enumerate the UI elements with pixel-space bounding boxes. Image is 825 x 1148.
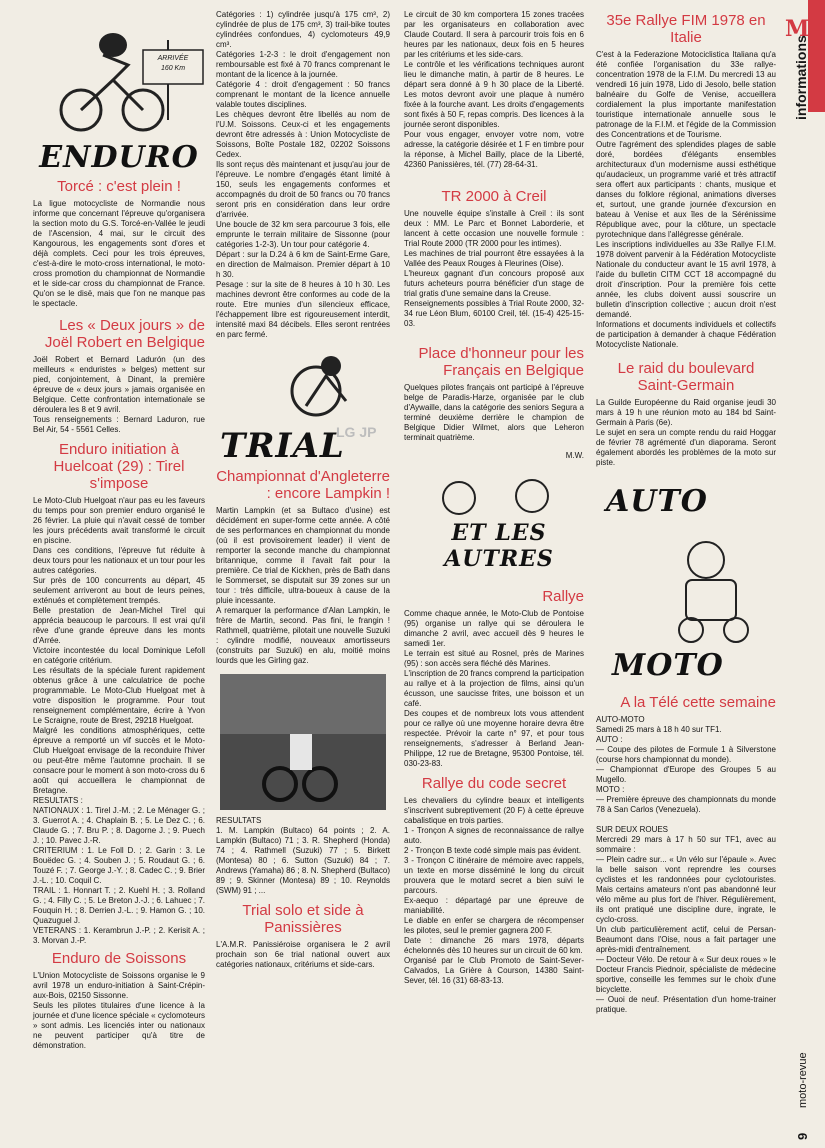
tr2000-body: Une nouvelle équipe s'installe à Creil : ils sont deux : MM. Le Parc et Bonnet Laborderie, et lancent à cette occasion une nouvelle formule : Trial Route 2000 (TR 2000 pour les intimes). Les machines de trial pourront être essayées à la Vallée des Peaux Rouges à Fleurines (Oise). L'heureux gagnant d'un concours proposé aux futurs acheteurs pourra bénéficier d'un stage de trial gratis d'une semaine dans la Creuse. Renseignements possibles à Trial Route 2000, 32-34 rue Léon Blum, 60100 Creil, tél. (15-4) 425-15-03. (404, 209, 584, 328)
code-secret-title: Rallye du code secret (421, 775, 567, 792)
column-4 (596, 10, 776, 1015)
panissieres-body: L'A.M.R. Panissiéroise organisera le 2 avril prochain son 6e trial national ouvert aux catégories nationaux, critériums et side-cars. (216, 940, 390, 969)
column-3 (404, 10, 584, 986)
fim-body: C'est à la Federazione Motociclistica Italiana qu'a été confiée l'organisation du 33e rallye-concentration 1978 de la F.I.M. Du mercredi 13 au vendredi 16 juin 1978, Lido di Jesolo, belle station balnéaire du Golfe de Venise, accueillera cordialement la plus importante manifestation touristique internationale annuelle sous le patronage de la F.I.M. et l'égide de la Commission des Concentrations et de Tourisme. Outre l'agrément des splendides plages de sable doré, bordées d'élégants ensembles architecturaux d'un modernisme aussi esthétique qu'audacieux, un programme varié et très attractif sera offert aux participants : chants, musique et danses du folklore régional, animations diverses et, surtout, une grande journée d'excursion en bateau à Venise et aux îles de la Sérénissime République avec, pour la clôture, un spectacle pyrotechnique dans l'allégresse générale. Les inscriptions individuelles au 33e Rallye F.I.M. 1978 doivent parvenir à la Fédération Motocycliste Nationale du conducteur avant le 15 avril 1978, à l'aide du bulletin CITM CCT 18 accompagné du droit d'inscription. Pour la première fois cette année, les clubs doivent aussi souscrire un bulletin d'inscription collective ; aucun droit n'est demandé. Informations et documents individuels et collectifs de participation à demander à chaque Fédération Motocycliste Nationale. (596, 50, 776, 349)
trial-illustration (216, 346, 390, 466)
column-2 (216, 10, 390, 970)
column-1 (33, 10, 205, 1051)
huelcoat-body: Le Moto-Club Huelgoat n'aur pas eu les faveurs du temps pour son premier enduro organisé le 26 février. La pluie qui n'avait cessé de tomber les jours précédents avait transformé le circuit en piscine. Dans ces conditions, l'épreuve fut réduite à deux tours pour les nationaux et un tour pour les autres catégories. Sur près de 100 concurrents au départ, 45 seulement arriveront au bout de leurs peines, exténués et complètement trempés. Belle prestation de Jean-Michel Tirel qui apprécia beaucoup le parcours. Il est vrai qu'il rêve d'une grande épreuve dans les monts d'Arrée. Victoire incontestée du local Dominique Lefoll en catégorie critérium. Les résultats de la spéciale furent rapidement obtenus grâce à une calculatrice de poche programmable. Le Moto-Club Huelgoat met à votre disposition le programme. Pour tout renseignement complémentaire, écrire à Yvon Le Scraigne, route de Brest, 29218 Huelgoat. Malgré les conditions atmosphériques, cette épreuve a remporté un vif succès et le Moto-Club Huelgoat envisage de la reconduire l'hiver ou peut-être même l'automne prochain. Il se consacre pour le moment à son moto-cross du 6 août qui accueillera le championnat de Bretagne. RESULTATS : NATIONAUX : 1. Tirel J.-M. ; 2. Le Ménager G. ; 3. Guerrot A. ; 4. Chaplain B. ; 5. Le Dez C. ; 6. Claude G. ; 7. Bru P. ; 8. Dagorne J. ; 9. Puech J. ; 10. Pavec J.-R. CRITERIUM : 1. Le Foll D. ; 2. Garin : 3. Le Bouëdec G. ; 4. Souben J. ; 5. Roudaut G. ; 6. Touzé F. ; 7. George J.-Y. ; 8. Cadec C. ; 9. Brier J.-L. ; 10. Coquil C. TRAIL : 1. Honnart T. ; 2. Kuehl H. ; 3. Rolland G. ; 4. Filly C. ; 5. Le Breton J.-J. ; 6. Lahuec ; 7. Fouquin H. ; 8. Derrien J.-L. ; 9. Hamon G. ; 10. Quazuguel J. VETERANS : 1. Kerambrun J.-P. ; 2. Kerisit A. ; 3. Morvan J.-P. (33, 496, 205, 945)
soissons-body: L'Union Motocycliste de Soissons organise le 9 avril 1978 un enduro-initiation à Saint-Crépin-aux-Bois, 02150 Sissonne. Seuls les pilotes titulaires d'une licence à la journée et d'une licence spéciale « cyclomoteurs » sont admis. Les licenciés inter ou nationaux ne peuvent participer qu'à titre de démonstration. (33, 971, 205, 1050)
fim-title: 35e Rallye FIM 1978 en Italie (606, 12, 766, 46)
code-secret-body: Les chevaliers du cylindre beaux et intelligents s'inscrivent subreptivement (20 F) à cette épreuve cabalistique en trois parties. 1 - Tronçon A signes de reconnaissance de rallye auto. 2 - Tronçon B texte codé simple mais pas évident. 3 - Tronçon C itinéraire de mémoire avec rappels, un texte en morse disséminé le long du circuit prouvera que le motard secret a bien suivi le parcours. Ex-aequo : départagé par une épreuve de maniabilité. Le diable en enfer se chargera de récompenser les pilotes, seul le premier gagnera 200 F. Date : dimanche 26 mars 1978, départs échelonnés dès 10 heures sur un circuit de 60 km. Organisé par le Club Promoto de Saint-Sever-Calvados, La Grière à Courson, 14380 Saint-Sever, tél. 16 (31) 68-83-13. (404, 796, 584, 985)
huelcoat-title: Enduro initiation à Huelcoat (29) : Tirel s'impose (53, 441, 185, 492)
lampkin-results: RESULTATS 1. M. Lampkin (Bultaco) 64 points ; 2. A. Lampkin (Bultaco) 71 ; 3. R. Shepherd (Honda) 74 ; 4. Rathmell (Suzuki) 77 ; 5. Birkett (Montesa) 80 ; 6. Sutton (Suzuki) 84 ; 7. Andrews (Yamaha) 86 ; 8. N. Shepherd (Bultaco) 89 ; 9. Skinner (Montesa) 89 ; 10. Reynolds (SWM) 91 ; ... (216, 816, 390, 895)
rallye-title: Rallye (542, 588, 584, 605)
magazine-name: moto-revue (797, 1052, 809, 1108)
page-sidebar (783, 0, 825, 1148)
et-les-autres-logo: ET LES AUTRES (444, 520, 554, 572)
rider-drawing (33, 10, 205, 138)
place-honneur-body: Quelques pilotes français ont participé à l'épreuve belge de Paradis-Harze, organisée par le club d'Aywaille, dans la catégorie des seniors Segura a terminé deuxième derrière le champion de Belgique Didier Wilmet, alors que Leheron terminait quatrième. (404, 383, 584, 442)
raid-body: La Guilde Européenne du Raid organise jeudi 30 mars à 19 h une réunion moto au 184 bd Saint-Germain à Paris (6e). Le sujet en sera un compte rendu du raid Hoggar de février 78 agrémenté d'un diaporama. Seront également abordés les problèmes de la moto sur piste. (596, 398, 776, 467)
auto-logo: AUTO (606, 484, 708, 519)
trial-logo: TRIAL (220, 426, 345, 466)
torce-title: Torcé : c'est plein ! (57, 178, 181, 195)
soissons-continued-body: Catégories : 1) cylindrée jusqu'à 175 cm³, 2) cylindrée de plus de 175 cm³, 3) trail-bike toutes cylindrées confondues, 4) cyclomoteurs 49,9 cm³. Catégories 1-2-3 : le droit d'engagement non remboursable est fixé à 70 francs comprenant le montant de la licence à la journée. Catégorie 4 : droit d'engagement : 50 francs comprenant le montant de la licence annuelle valable toutes disciplines. Les chèques devront être libellés au nom de l'U.M. Soissons. Ceux-ci et les engagements devront être adressés à : Union Motocycliste de Soissons, Boîte Postale 182, 02202 Soissons Cedex. Ils sont reçus dès maintenant et jusqu'au jour de l'épreuve. Le nombre d'engagés étant limité à 150, seuls les engagements conformes et accompagnés du droit de 50 francs ou 70 francs seront pris en considération dans leur ordre d'arrivée. Une boucle de 32 km sera parcourue 3 fois, elle emprunte le terrain militaire de Sissonne (pour catégories 1-2-3). Un tour pour catégorie 4. Départ : sur la D.24 à 6 km de Saint-Erme Gare, en direction de Malmaison. Premier départ à 10 h 30. Pesage : sur la site de 8 heures à 10 h 30. Les machines devront être conformes au code de la route. Etre munies d'un silencieux efficace, l'échappement libre est rigoureusement interdit, intensité maxi 84 décibels. Elles seront rentrées en parc fermé. (216, 10, 390, 339)
brand-logo: M (785, 16, 810, 42)
section-label: informations (793, 35, 809, 120)
watermark: LG JP (336, 424, 377, 440)
lampkin-title: Championnat d'Angleterre : encore Lampkin ! (216, 468, 390, 502)
place-honneur-title: Place d'honneur pour les Français en Belgique (418, 345, 584, 379)
lampkin-body: Martin Lampkin (et sa Bultaco d'usine) est décidément en super-forme cette année. A côté de ses performances en championnat du monde (où il est provisoirement leader) il vient de remporter la seconde manche du championnat britannique, comme il l'avait fait pour la première. Ce trial de Kickhen, près de Bath dans le Sommerset, se disputait sur 39 zones sur un tour : très difficile, ultra-boueux à cause de la pluie incessante. A remarquer la performance d'Alan Lampkin, le frère de Martin, second. Pas fini, le frangin ! Rathmell, quatrième, pilotait une nouvelle Suzuki : cylindre modifié, nouveaux amortisseurs (construits par Suzuki) en alu, moitié moins lourds que les Girling gaz. (216, 506, 390, 665)
finish-sign-text: ARRIVÉE 160 Km (157, 55, 189, 72)
deux-jours-title: Les « Deux jours » de Joël Robert en Belgique (44, 317, 205, 351)
article-signature: M.W. (565, 451, 584, 460)
torce-body: La ligue motocycliste de Normandie nous informe que concernant l'épreuve qu'organisera la section moto du G.S. Torcé-en-Vallée le jeudi de l'Ascension, 4 mai, sur le circuit des Kangourous, les engagements sont d'ores et déjà complets. Ceci pour les trois épreuves, c'est-à-dire le moto-cross international, le moto-cross promotion du championnat de Normandie et le side-car cross du championnat de France. Qu'on se le disë, mais que l'on ne manque pas le spectacle. (33, 199, 205, 308)
auto-moto-illustration (596, 480, 776, 692)
enduro-illustration (33, 10, 205, 138)
enduro-logo: ENDURO (39, 139, 199, 175)
rallye-body: Comme chaque année, le Moto-Club de Pontoise (95) organise un rallye qui se déroulera le dimanche 2 avril, avec accueil dès 9 heures le samedi 1er. Le terrain est situé au Rosnel, près de Marines (95) : son accès sera fléché dès Marines. L'inscription de 20 francs comprend la participation au rallye et à la projection de films, ainsi qu'un écusson, une saucisse frites, une boisson et un café. Des coupes et de nombreux lots vous attendent pour ce rallye où une moyenne horaire devra être respectée. Prévoir la carte n° 97, et pour tous renseignements, s'adresser à Berland Jean-Philippe, 12 rue de Bretagne, 95300 Pontoise, tél. 030-23-83. (404, 609, 584, 768)
deux-jours-body: Joël Robert et Bernard Ladurón (un des meilleurs « enduristes » belges) mettent sur pied, conjointement, à Dinant, la première épreuve de « deux jours » jamais organisée en Belgique. Cette confrontation internationale se déroulera les 8 et 9 avril. Tous renseignements : Bernard Laduron, rue Bel Air, 54 - 5561 Celles. (33, 355, 205, 434)
page-number: 9 (795, 1132, 810, 1140)
raid-title: Le raid du boulevard Saint-Germain (617, 360, 755, 394)
et-les-autres-illustration (404, 468, 584, 586)
tr2000-title: TR 2000 à Creil (441, 188, 547, 205)
panissieres-title: Trial solo et side à Panissières (242, 902, 364, 936)
lampkin-photo (220, 674, 386, 810)
tele-body: AUTO-MOTO Samedi 25 mars à 18 h 40 sur TF1. AUTO : — Coupe des pilotes de Formule 1 à Silverstone (course hors championnat du monde). — Championnat d'Europe des Groupes 5 au Mugello. MOTO : — Première épreuve des championnats du monde 78 à San Carlos (Venezuela). SUR DEUX ROUES Mercredi 29 mars à 17 h 50 sur TF1, avec au sommaire : — Plein cadre sur... « Un vélo sur l'épaule ». Avec la belle saison vont reprendre les courses cyclistes et les randonnées pour cyclotouristes. Mais certains amateurs n'ont pas abandonné leur vélo même au plus fort de l'hiver. Régulièrement, ils ont pratiqué une discipline dure, ingrate, le cyclo-cross. Un club particulièrement actif, celui de Persan-Beaumont dans l'Oise, nous a fait partager une après-midi d'entraînement. — Docteur Vélo. De retour à « Sur deux roues » le Docteur Francis Piednoir, spécialiste de médecine sportive, conseille les femmes sur le choix d'une bicyclette. — Ouoi de neuf. Présentation d'un home-trainer pratique. (596, 715, 776, 1014)
tele-title: A la Télé cette semaine (620, 694, 776, 711)
panissieres-continued-body: Le circuit de 30 km comportera 15 zones tracées par les organisateurs en collaboration avec Claude Coutard. Il sera à parcourir trois fois en 6 heures par les nationaux, deux fois en 5 heures par les critériums et les side-cars. Le contrôle et les vérifications techniques auront lieu le dimanche matin, à partir de 8 heures. Le départ sera donné à 9 h 30 place de la Liberté. Les motos devront avoir une plaque à numéro fixée à la fourche avant. Les droits d'engagements sont fixés à 50 F, repas compris. Des licences à la journée seront disponibles. Pour vous engager, envoyer votre nom, votre adresse, la catégorie désirée et 1 F en timbre pour la réponse, à Michel Bailly, place de la Liberté, 42360 Panissières, tél. (77) 28-64-31. (404, 10, 584, 169)
soissons-title: Enduro de Soissons (51, 950, 187, 967)
moto-logo: MOTO (612, 648, 724, 683)
